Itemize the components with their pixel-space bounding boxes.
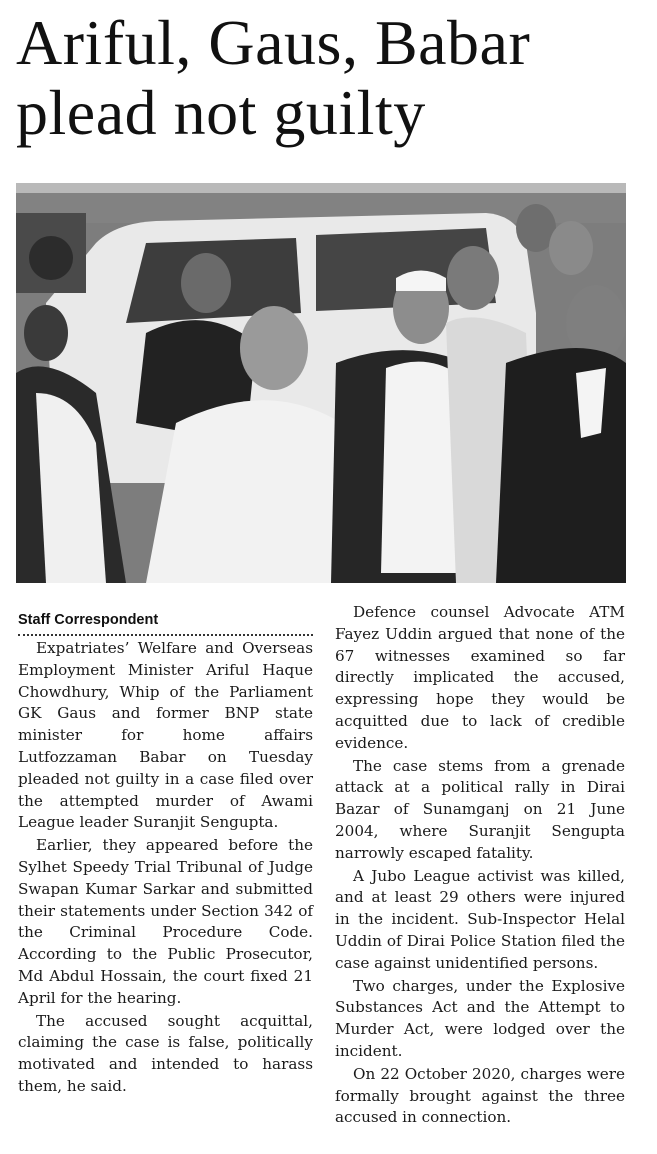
article-paragraph: Two charges, under the Explosive Substances Act and the Attempt to Murder Act, were lodged over the incident.	[335, 976, 625, 1060]
byline: Staff Correspondent	[18, 610, 313, 636]
news-photo	[16, 183, 626, 583]
article-paragraph: The accused sought acquittal, claiming the case is false, politically motivated and intended to harass them, he said.	[18, 1011, 313, 1095]
headline-line-2: plead not guilty	[16, 77, 426, 148]
article-column-right	[335, 602, 625, 1130]
article-paragraph: Earlier, they appeared before the Sylhet Speedy Trial Tribunal of Judge Swapan Kumar Sarkar and submitted their statements under Section 342 of the Criminal Procedure Code. According to the Public Prosecutor, Md Abdul Hossain, the court fixed 21 April for the hearing.	[18, 836, 313, 1007]
article-paragraph: On 22 October 2020, charges were formally brought against the three accused in connection.	[335, 1064, 625, 1127]
article-paragraph: A Jubo League activist was killed, and at least 29 others were injured in the incident. Sub-Inspector Helal Uddin of Dirai Police Station filed the case against unidentified persons.	[335, 866, 625, 972]
news-photo-illustration	[16, 183, 626, 583]
article-paragraph: Expatriates’ Welfare and Overseas Employment Minister Ariful Haque Chowdhury, Whip of the Parliament GK Gaus and former BNP state minister for home affairs Lutfozzaman Babar on Tuesday pleaded not guilty in a case filed over the attempted murder of Awami League leader Suranjit Sengupta.	[18, 639, 313, 832]
article-column-left	[18, 610, 313, 1099]
headline	[16, 8, 646, 148]
article-paragraph: Defence counsel Advocate ATM Fayez Uddin argued that none of the 67 witnesses examined so far directly implicated the accused, expressing hope they would be acquitted due to lack of credible evidence.	[335, 603, 625, 752]
article-paragraph: The case stems from a grenade attack at a political rally in Dirai Bazar of Sunamganj on 21 June 2004, where Suranjit Sengupta narrowly escaped fatality.	[335, 756, 625, 862]
headline-line-1: Ariful, Gaus, Babar	[16, 7, 531, 78]
